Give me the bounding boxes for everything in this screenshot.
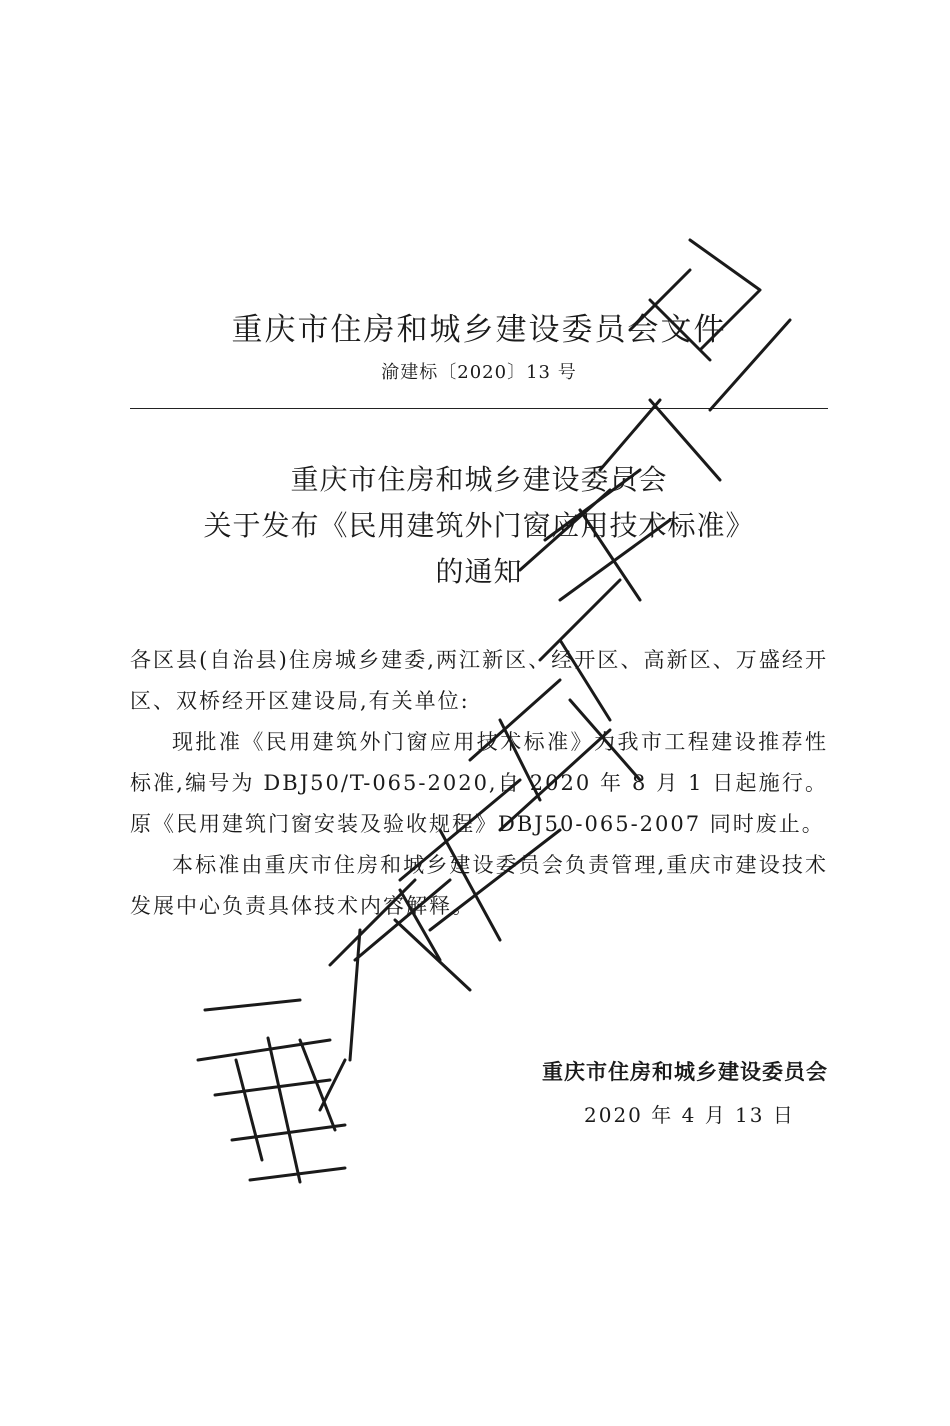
signature-date: 2020 年 4 月 13 日 — [584, 1103, 795, 1127]
body-paragraph: 本标准由重庆市住房和城乡建设委员会负责管理,重庆市建设技术发展中心负责具体技术内容解释。 — [130, 853, 828, 918]
document-header — [130, 308, 828, 384]
signature-org: 重庆市住房和城乡建设委员会 — [542, 1060, 828, 1084]
addressees-paragraph: 各区县(自治县)住房城乡建委,两江新区、经开区、高新区、万盛经开区、双桥经开区建设局,有关单位: — [130, 648, 828, 713]
document-number: 渝建标〔2020〕13 号 — [381, 362, 577, 383]
header-divider — [130, 408, 828, 409]
notice-title-line: 的通知 — [435, 555, 523, 588]
notice-title-line: 关于发布《民用建筑外门窗应用技术标准》 — [203, 509, 755, 542]
notice-title-line: 重庆市住房和城乡建设委员会 — [290, 463, 668, 496]
notice-title — [130, 457, 828, 595]
notice-body — [130, 640, 828, 927]
body-paragraph: 现批准《民用建筑外门窗应用技术标准》为我市工程建设推荐性标准,编号为 DBJ50/T-065-2020,自 2020 年 8 月 1 日起施行。原《民用建筑门窗安装及验收规程》DBJ50-065-2007 同时废止。 — [130, 730, 828, 836]
issuer-title: 重庆市住房和城乡建设委员会文件 — [231, 312, 727, 348]
